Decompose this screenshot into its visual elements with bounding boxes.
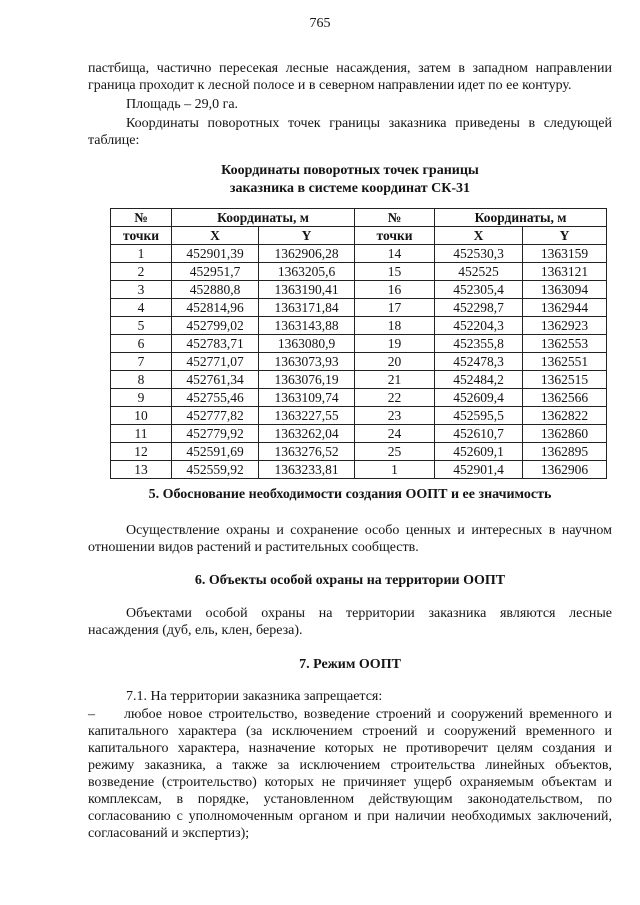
list-dash: – <box>88 707 95 722</box>
table-row <box>111 443 607 461</box>
table-cell-x2: 452610,7 <box>435 425 523 443</box>
table-cell-y1: 1363109,74 <box>259 389 355 407</box>
table-cell-n2: 19 <box>355 335 435 353</box>
table-cell-x1: 452755,46 <box>172 389 259 407</box>
table-cell-n1: 2 <box>111 263 172 281</box>
header-coords-left: Координаты, м <box>172 209 355 227</box>
table-row <box>111 281 607 299</box>
table-cell-x2: 452530,3 <box>435 245 523 263</box>
table-cell-y1: 1363073,93 <box>259 353 355 371</box>
table-cell-n1: 5 <box>111 317 172 335</box>
table-cell-y2: 1362566 <box>523 389 607 407</box>
table-row <box>111 245 607 263</box>
table-cell-x1: 452951,7 <box>172 263 259 281</box>
table-cell-y1: 1363171,84 <box>259 299 355 317</box>
table-cell-y2: 1362822 <box>523 407 607 425</box>
table-cell-x1: 452799,02 <box>172 317 259 335</box>
table-row <box>111 407 607 425</box>
intro-paragraph: пастбища, частично пересекая лесные насаждения, затем в западном направлении граница проходит к лесной полосе и в северном направлении идет по ее контуру. <box>88 61 612 93</box>
coordinates-table <box>110 208 607 479</box>
table-title-line-1: Координаты поворотных точек границы <box>221 163 479 178</box>
table-cell-y2: 1362551 <box>523 353 607 371</box>
table-row <box>111 335 607 353</box>
table-cell-n2: 18 <box>355 317 435 335</box>
list-item-1 <box>88 706 612 842</box>
table-row <box>111 389 607 407</box>
table-cell-x1: 452591,69 <box>172 443 259 461</box>
table-cell-y2: 1362860 <box>523 425 607 443</box>
table-cell-x1: 452901,39 <box>172 245 259 263</box>
table-cell-n1: 4 <box>111 299 172 317</box>
table-cell-y1: 1363233,81 <box>259 461 355 479</box>
table-cell-n2: 24 <box>355 425 435 443</box>
table-cell-y2: 1362923 <box>523 317 607 335</box>
table-cell-y1: 1363205,6 <box>259 263 355 281</box>
coords-intro-paragraph: Координаты поворотных точек границы заказника приведены в следующей таблице: <box>88 116 612 148</box>
table-cell-n1: 3 <box>111 281 172 299</box>
table-cell-y1: 1363076,19 <box>259 371 355 389</box>
table-cell-n2: 1 <box>355 461 435 479</box>
header-y-right: Y <box>523 227 607 245</box>
table-cell-n1: 6 <box>111 335 172 353</box>
section-5-heading: 5. Обоснование необходимости создания ООПТ и ее значимость <box>148 487 552 502</box>
table-cell-n2: 15 <box>355 263 435 281</box>
table-title <box>88 162 612 198</box>
table-row <box>111 461 607 479</box>
table-header-row-2 <box>111 227 607 245</box>
section-5-text: Осуществление охраны и сохранение особо ценных и интересных в научном отношении видов растений и растительных сообществ. <box>88 523 612 555</box>
table-cell-y1: 1363227,55 <box>259 407 355 425</box>
table-cell-y2: 1363121 <box>523 263 607 281</box>
table-cell-x2: 452595,5 <box>435 407 523 425</box>
table-cell-n1: 9 <box>111 389 172 407</box>
header-point-word-right: точки <box>355 227 435 245</box>
table-cell-y1: 1363190,41 <box>259 281 355 299</box>
table-cell-x2: 452478,3 <box>435 353 523 371</box>
table-title-line-2: заказника в системе координат СК-31 <box>229 181 471 196</box>
table-cell-x2: 452525 <box>435 263 523 281</box>
table-cell-n2: 25 <box>355 443 435 461</box>
page-number: 765 <box>309 16 331 31</box>
table-cell-x1: 452814,96 <box>172 299 259 317</box>
table-cell-n2: 16 <box>355 281 435 299</box>
table-row <box>111 425 607 443</box>
list-item-1-text: любое новое строительство, возведение строений и сооружений временного и капитального характера (за исключением строений и сооружений временного и капитального характера, назначение которых не противоречит целям создания и режиму заказника, а также за исключением строительства линейных объектов, возведение (строительство) которых не причиняет ущерб охраняемым объектам и комплексам, в порядке, установленном действующим законодательством, по согласованию с уполномоченным органом и при наличии необходимых заключений, согласований и экспертиз); <box>88 707 612 841</box>
table-row <box>111 317 607 335</box>
table-cell-y2: 1363159 <box>523 245 607 263</box>
section-6-text: Объектами особой охраны на территории заказника являются лесные насаждения (дуб, ель, клен, береза). <box>88 606 612 638</box>
header-coords-right: Координаты, м <box>435 209 607 227</box>
header-point-word-left: точки <box>111 227 172 245</box>
table-row <box>111 299 607 317</box>
header-point-no-right: № <box>355 209 435 227</box>
table-row <box>111 371 607 389</box>
table-cell-n1: 1 <box>111 245 172 263</box>
table-cell-n1: 7 <box>111 353 172 371</box>
table-cell-y2: 1362553 <box>523 335 607 353</box>
table-cell-n1: 10 <box>111 407 172 425</box>
table-cell-n1: 11 <box>111 425 172 443</box>
table-cell-x1: 452779,92 <box>172 425 259 443</box>
table-cell-y1: 1363080,9 <box>259 335 355 353</box>
table-cell-x2: 452298,7 <box>435 299 523 317</box>
table-cell-y1: 1363276,52 <box>259 443 355 461</box>
table-cell-x2: 452609,1 <box>435 443 523 461</box>
table-cell-y1: 1362906,28 <box>259 245 355 263</box>
area-line: Площадь – 29,0 га. <box>126 97 239 112</box>
table-cell-x1: 452761,34 <box>172 371 259 389</box>
header-x-right: X <box>435 227 523 245</box>
section-6-heading: 6. Объекты особой охраны на территории ООПТ <box>194 573 506 588</box>
table-cell-n2: 14 <box>355 245 435 263</box>
table-cell-n2: 21 <box>355 371 435 389</box>
table-cell-x2: 452484,2 <box>435 371 523 389</box>
table-cell-x2: 452901,4 <box>435 461 523 479</box>
table-cell-n2: 17 <box>355 299 435 317</box>
table-row <box>111 263 607 281</box>
table-cell-n1: 8 <box>111 371 172 389</box>
table-cell-x2: 452305,4 <box>435 281 523 299</box>
table-cell-x1: 452559,92 <box>172 461 259 479</box>
table-cell-n1: 13 <box>111 461 172 479</box>
table-cell-n2: 22 <box>355 389 435 407</box>
table-cell-n2: 20 <box>355 353 435 371</box>
table-cell-n2: 23 <box>355 407 435 425</box>
table-cell-y2: 1362944 <box>523 299 607 317</box>
table-cell-x2: 452609,4 <box>435 389 523 407</box>
table-cell-x2: 452355,8 <box>435 335 523 353</box>
table-cell-y2: 1362906 <box>523 461 607 479</box>
table-cell-y1: 1363262,04 <box>259 425 355 443</box>
header-y-left: Y <box>259 227 355 245</box>
table-cell-x2: 452204,3 <box>435 317 523 335</box>
table-cell-y2: 1362515 <box>523 371 607 389</box>
table-cell-y1: 1363143,88 <box>259 317 355 335</box>
item-7-1: 7.1. На территории заказника запрещается: <box>126 689 383 704</box>
section-7-heading: 7. Режим ООПТ <box>299 657 401 672</box>
table-cell-x1: 452880,8 <box>172 281 259 299</box>
header-x-left: X <box>172 227 259 245</box>
table-cell-y2: 1363094 <box>523 281 607 299</box>
table-header-row-1 <box>111 209 607 227</box>
table-cell-y2: 1362895 <box>523 443 607 461</box>
header-point-no-left: № <box>111 209 172 227</box>
table-cell-n1: 12 <box>111 443 172 461</box>
table-cell-x1: 452783,71 <box>172 335 259 353</box>
table-row <box>111 353 607 371</box>
table-cell-x1: 452777,82 <box>172 407 259 425</box>
table-cell-x1: 452771,07 <box>172 353 259 371</box>
table-body <box>111 245 607 479</box>
